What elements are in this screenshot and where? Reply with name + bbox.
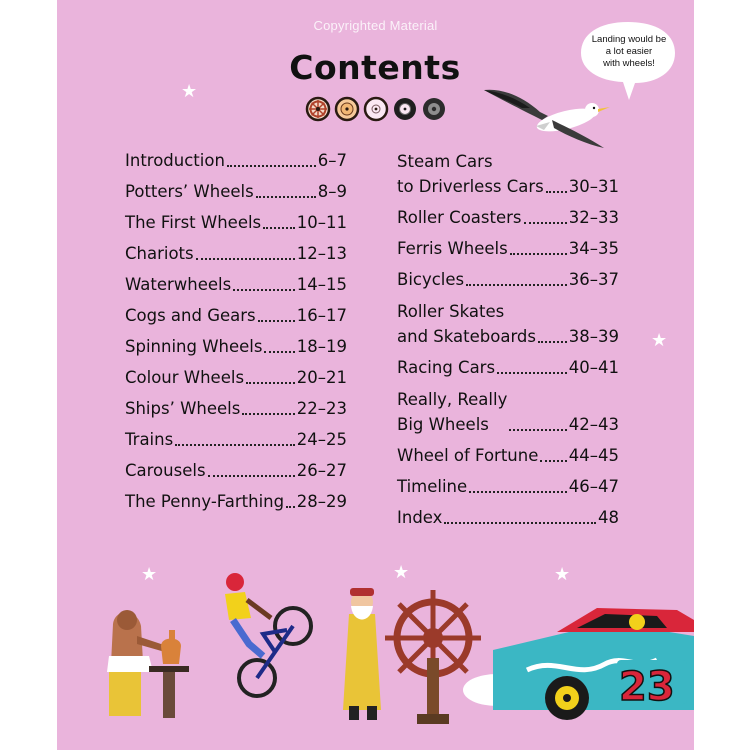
contents-leader-dots bbox=[466, 284, 567, 286]
bmx-rider-illustration bbox=[225, 573, 311, 696]
contents-entry bbox=[125, 179, 347, 204]
contents-entry-pages: 44–45 bbox=[568, 446, 619, 465]
contents-leader-dots bbox=[286, 506, 295, 508]
contents-entry-title: Index bbox=[397, 508, 443, 527]
contents-leader-dots bbox=[258, 320, 295, 322]
contents-entry-pages: 48 bbox=[598, 508, 619, 527]
contents-entry-pages: 12–13 bbox=[296, 244, 347, 263]
potter-illustration bbox=[107, 610, 189, 718]
contents-entry-pages: 16–17 bbox=[296, 306, 347, 325]
contents-entry bbox=[125, 303, 347, 328]
contents-entry-pages: 36–37 bbox=[568, 270, 619, 289]
contents-entry-title: Chariots bbox=[125, 244, 194, 263]
contents-entry-title: Ferris Wheels bbox=[397, 239, 508, 258]
contents-entry bbox=[397, 505, 619, 530]
contents-leader-dots bbox=[509, 429, 566, 431]
contents-entry bbox=[397, 298, 619, 349]
contents-entry-pages: 32–33 bbox=[568, 208, 619, 227]
contents-entry-pages: 46–47 bbox=[568, 477, 619, 496]
tyre-icon bbox=[394, 98, 416, 120]
contents-entry bbox=[397, 386, 619, 437]
contents-entry-pages: 30–31 bbox=[568, 177, 619, 196]
contents-entry-title: Spinning Wheels bbox=[125, 337, 263, 356]
contents-entry-pages: 38–39 bbox=[568, 327, 619, 346]
contents-entry-pages: 34–35 bbox=[568, 239, 619, 258]
contents-entry-title: Trains bbox=[125, 430, 174, 449]
contents-entry-title: Cogs and Gears bbox=[125, 306, 256, 325]
contents-entry-pages: 10–11 bbox=[296, 213, 347, 232]
contents-entry-pages: 24–25 bbox=[296, 430, 347, 449]
contents-entry bbox=[125, 427, 347, 452]
thin-wheel-icon bbox=[365, 98, 387, 120]
contents-entry-pages: 14–15 bbox=[296, 275, 347, 294]
contents-leader-dots bbox=[242, 413, 294, 415]
contents-entry-pages: 18–19 bbox=[296, 337, 347, 356]
contents-entry-title: Really, Really Big Wheels bbox=[397, 390, 508, 434]
contents-entry-title: Colour Wheels bbox=[125, 368, 245, 387]
race-car-illustration bbox=[493, 608, 694, 720]
contents-leader-dots bbox=[469, 491, 567, 493]
contents-entry bbox=[125, 241, 347, 266]
contents-entry bbox=[125, 272, 347, 297]
contents-entry bbox=[397, 236, 619, 261]
contents-right-column bbox=[397, 148, 619, 536]
contents-entry-pages: 20–21 bbox=[296, 368, 347, 387]
title-wheel-icons bbox=[305, 96, 445, 122]
contents-entry-title: Roller Coasters bbox=[397, 208, 522, 227]
contents-leader-dots bbox=[263, 227, 295, 229]
contents-entry-pages: 22–23 bbox=[296, 399, 347, 418]
contents-leader-dots bbox=[524, 222, 567, 224]
contents-entry bbox=[397, 443, 619, 468]
star-decoration: ★ bbox=[181, 81, 198, 102]
contents-leader-dots bbox=[264, 351, 294, 353]
contents-leader-dots bbox=[444, 522, 596, 524]
contents-entry bbox=[397, 355, 619, 380]
contents-entry bbox=[125, 365, 347, 390]
contents-entry-title: Potters’ Wheels bbox=[125, 182, 254, 201]
race-car-number: 23 bbox=[619, 664, 675, 710]
contents-entry bbox=[397, 267, 619, 292]
contents-entry-pages: 8–9 bbox=[317, 182, 347, 201]
contents-leader-dots bbox=[256, 196, 316, 198]
contents-leader-dots bbox=[175, 444, 295, 446]
spoked-wheel-icon bbox=[307, 98, 329, 120]
contents-entry bbox=[125, 334, 347, 359]
contents-entry-pages: 28–29 bbox=[296, 492, 347, 511]
page-title: Contents bbox=[289, 48, 461, 87]
contents-entry bbox=[125, 148, 347, 173]
wooden-wheel-icon bbox=[336, 98, 358, 120]
contents-leader-dots bbox=[196, 258, 295, 260]
contents-entry-title: Waterwheels bbox=[125, 275, 232, 294]
contents-entry bbox=[125, 489, 347, 514]
car-wheel-icon bbox=[423, 98, 445, 120]
contents-entry-title: Ships’ Wheels bbox=[125, 399, 241, 418]
contents-leader-dots bbox=[497, 372, 567, 374]
watermark: Copyrighted Material bbox=[313, 18, 438, 33]
book-page bbox=[57, 0, 694, 750]
contents-entry bbox=[397, 205, 619, 230]
contents-entry-title: Introduction bbox=[125, 151, 225, 170]
contents-leader-dots bbox=[540, 460, 566, 462]
contents-leader-dots bbox=[208, 475, 295, 477]
sailor-illustration bbox=[343, 588, 381, 720]
star-decoration: ★ bbox=[141, 564, 158, 585]
contents-entry-pages: 6–7 bbox=[317, 151, 347, 170]
speech-bubble-text: Landing would be a lot easier with wheels! bbox=[591, 34, 667, 69]
contents-entry-pages: 26–27 bbox=[296, 461, 347, 480]
contents-entry-title: Roller Skates and Skateboards bbox=[397, 302, 537, 346]
contents-entry-pages: 40–41 bbox=[568, 358, 619, 377]
bottom-illustration bbox=[57, 560, 694, 750]
contents-entry-title: The First Wheels bbox=[125, 213, 262, 232]
star-decoration: ★ bbox=[393, 562, 410, 583]
contents-entry-title: The Penny-Farthing bbox=[125, 492, 285, 511]
contents-leader-dots bbox=[233, 289, 295, 291]
contents-leader-dots bbox=[538, 341, 567, 343]
contents-entry-title: Steam Cars to Driverless Cars bbox=[397, 152, 544, 196]
contents-entry bbox=[125, 458, 347, 483]
contents-entry-title: Timeline bbox=[397, 477, 468, 496]
contents-entry-title: Wheel of Fortune bbox=[397, 446, 539, 465]
contents-leader-dots bbox=[227, 165, 316, 167]
contents-entry-pages: 42–43 bbox=[568, 415, 619, 434]
contents-leader-dots bbox=[510, 253, 567, 255]
contents-entry bbox=[125, 396, 347, 421]
seagull-illustration bbox=[482, 82, 612, 152]
star-decoration: ★ bbox=[651, 330, 668, 351]
ships-wheel-illustration bbox=[385, 590, 481, 724]
contents-entry bbox=[397, 474, 619, 499]
contents-left-column bbox=[125, 148, 347, 520]
contents-entry-title: Racing Cars bbox=[397, 358, 496, 377]
contents-entry bbox=[397, 148, 619, 199]
contents-entry bbox=[125, 210, 347, 235]
star-decoration: ★ bbox=[554, 564, 571, 585]
contents-entry-title: Carousels bbox=[125, 461, 206, 480]
contents-leader-dots bbox=[546, 191, 567, 193]
contents-leader-dots bbox=[246, 382, 295, 384]
contents-entry-title: Bicycles bbox=[397, 270, 465, 289]
